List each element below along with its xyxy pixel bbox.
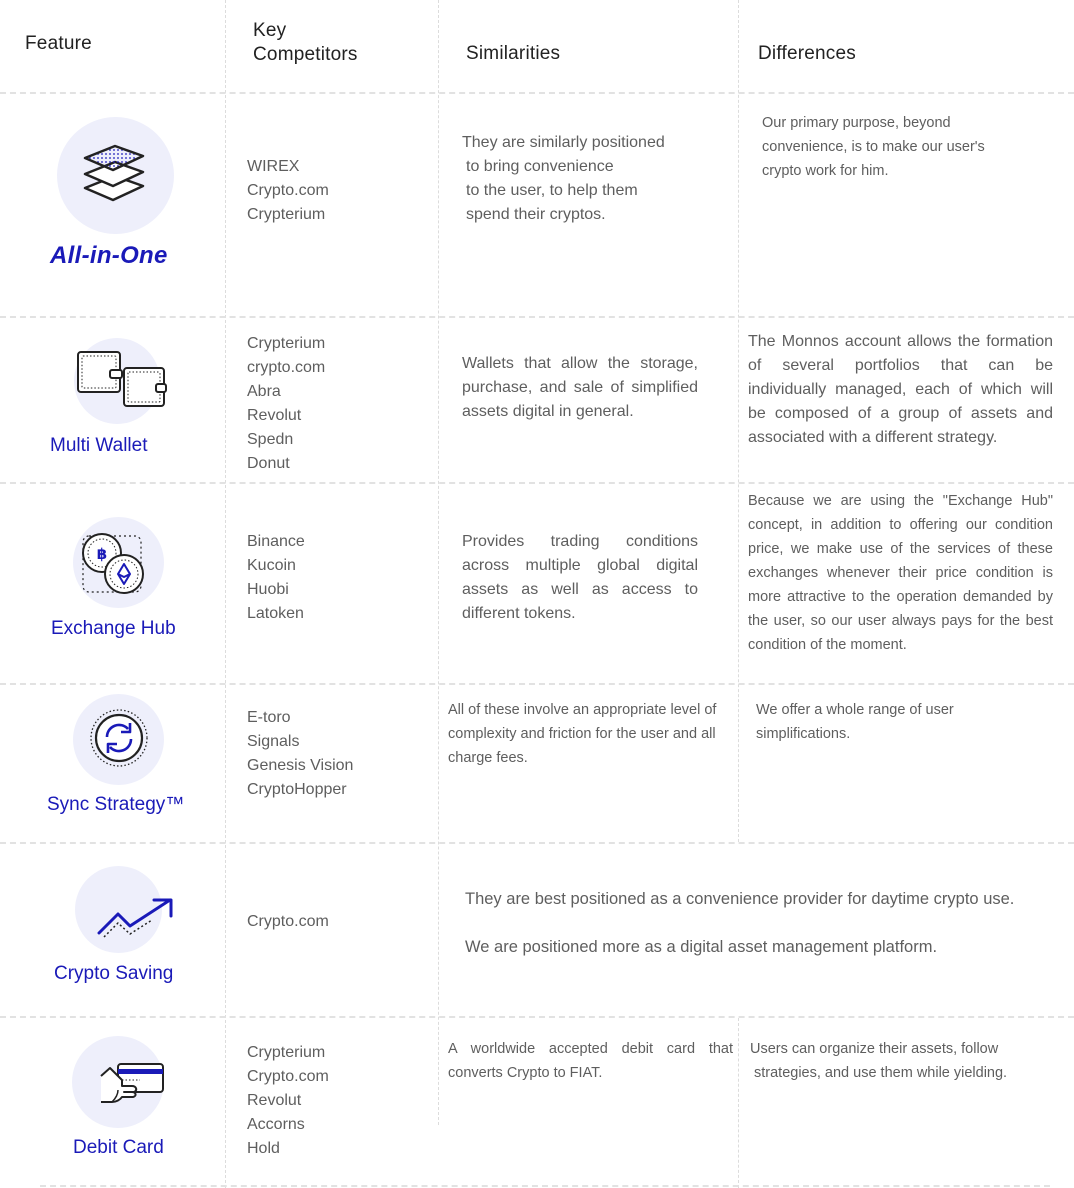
similarities-text: Provides trading conditions across multiple global digital assets as well as access to different tokens. bbox=[462, 533, 698, 622]
competitors-list bbox=[247, 1041, 329, 1161]
text-line: to bring convenience bbox=[466, 158, 614, 175]
competitor-item: Revolut bbox=[247, 1092, 302, 1109]
competitor-item: Revolut bbox=[247, 407, 302, 424]
competitor-item: crypto.com bbox=[247, 359, 326, 376]
competitors-list bbox=[247, 910, 329, 934]
feature-name: Sync Strategy™ bbox=[47, 794, 185, 815]
text-line: Users can organize their assets, follow bbox=[750, 1041, 999, 1057]
wallet-icon bbox=[76, 350, 168, 410]
column-divider bbox=[738, 1018, 739, 1188]
similarities-text: Wallets that allow the storage, purchase, and sale of simplified assets digital in general. bbox=[462, 355, 698, 420]
competitors-list bbox=[247, 530, 305, 626]
layers-icon bbox=[80, 140, 150, 210]
column-divider bbox=[738, 0, 739, 842]
row-divider bbox=[0, 842, 1074, 844]
competitor-item: WIREX bbox=[247, 158, 300, 175]
header-competitors-line1: Key bbox=[253, 20, 287, 41]
header-differences: Differences bbox=[758, 43, 856, 64]
text-line: We are positioned more as a digital asset management platform. bbox=[465, 938, 938, 956]
differences-text: Because we are using the "Exchange Hub" concept, in addition to offering our condition price, we make use of the services of these exchanges whenever their price condition is more attractive to the operation demanded by the user, so our user always pays for the best condition of the moment. bbox=[748, 493, 1053, 653]
competitor-item: E-toro bbox=[247, 709, 291, 726]
competitor-item: CryptoHopper bbox=[247, 781, 347, 798]
text-line: We offer a whole range of user bbox=[756, 702, 954, 718]
row-divider bbox=[0, 1016, 1074, 1018]
competitor-item: Crypto.com bbox=[247, 913, 329, 930]
competitor-item: Signals bbox=[247, 733, 300, 750]
column-divider bbox=[225, 0, 226, 1188]
competitor-item: Crypterium bbox=[247, 335, 326, 352]
text-line: simplifications. bbox=[756, 726, 851, 742]
row-divider bbox=[0, 92, 1074, 94]
competitor-item: Genesis Vision bbox=[247, 757, 354, 774]
text-line: spend their cryptos. bbox=[466, 206, 606, 223]
competitor-item: Crypto.com bbox=[247, 1068, 329, 1085]
text-line: Our primary purpose, beyond bbox=[762, 115, 951, 131]
text-line: They are similarly positioned bbox=[462, 134, 665, 151]
feature-name: Exchange Hub bbox=[51, 618, 176, 639]
competitors-list bbox=[247, 155, 329, 227]
competitor-item: Binance bbox=[247, 533, 305, 550]
competitors-list bbox=[247, 332, 325, 476]
text-line: crypto work for him. bbox=[762, 163, 889, 179]
differences-text bbox=[756, 698, 954, 746]
competitor-item: Crypterium bbox=[247, 206, 326, 223]
competitor-item: Abra bbox=[247, 383, 281, 400]
header-feature: Feature bbox=[25, 33, 92, 54]
competitor-item: Kucoin bbox=[247, 557, 296, 574]
differences-text bbox=[750, 1037, 1007, 1085]
row-divider bbox=[0, 316, 1074, 318]
competitor-item: Huobi bbox=[247, 581, 289, 598]
feature-name: Multi Wallet bbox=[50, 435, 148, 456]
differences-text: The Monnos account allows the formation of several portfolios that can be individually managed, each of which will be composed of a group of assets and associated with a different strategy. bbox=[748, 333, 1053, 446]
feature-name: Crypto Saving bbox=[54, 963, 174, 984]
competitor-item: Spedn bbox=[247, 431, 294, 448]
header-similarities: Similarities bbox=[466, 43, 561, 64]
similarities-text bbox=[462, 131, 665, 227]
competitors-list bbox=[247, 706, 353, 802]
sync-icon bbox=[88, 707, 150, 769]
text-line: They are best positioned as a convenience provider for daytime crypto use. bbox=[465, 890, 1015, 908]
column-divider bbox=[438, 0, 439, 1125]
competitor-item: Hold bbox=[247, 1140, 280, 1157]
row-divider bbox=[40, 1185, 1050, 1187]
merged-comparison-text bbox=[465, 887, 1014, 959]
differences-text bbox=[762, 111, 985, 183]
competitor-item: Donut bbox=[247, 455, 290, 472]
feature-name: Debit Card bbox=[73, 1137, 164, 1158]
feature-name: All-in-One bbox=[50, 242, 168, 269]
card-hand-icon bbox=[98, 1062, 168, 1106]
competitor-item: Accorns bbox=[247, 1116, 305, 1133]
coins-icon bbox=[80, 532, 148, 598]
trend-up-icon bbox=[96, 896, 176, 938]
text-line: to the user, to help them bbox=[466, 182, 638, 199]
svg-text:฿: ฿ bbox=[96, 545, 108, 563]
header-competitors-line2: Competitors bbox=[253, 44, 358, 65]
competitor-item: Latoken bbox=[247, 605, 304, 622]
row-divider bbox=[0, 482, 1074, 484]
text-line: strategies, and use them while yielding. bbox=[754, 1065, 1008, 1081]
competitor-item: Crypto.com bbox=[247, 182, 329, 199]
row-divider bbox=[0, 683, 1074, 685]
text-line: convenience, is to make our user's bbox=[762, 139, 985, 155]
similarities-text: A worldwide accepted debit card that converts Crypto to FIAT. bbox=[448, 1041, 733, 1081]
competitor-item: Crypterium bbox=[247, 1044, 326, 1061]
similarities-text: All of these involve an appropriate level of complexity and friction for the user and all charge fees. bbox=[448, 702, 717, 766]
header-competitors bbox=[253, 19, 358, 67]
